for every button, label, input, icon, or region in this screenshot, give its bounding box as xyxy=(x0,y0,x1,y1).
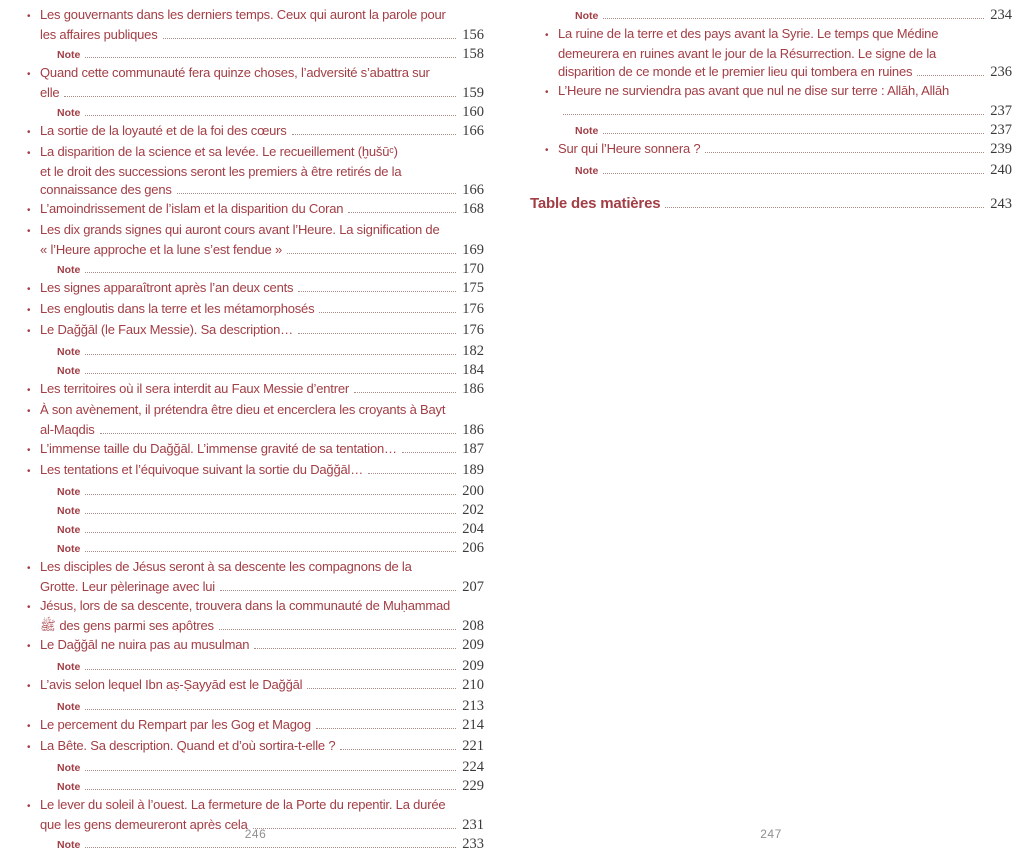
dotted-leader xyxy=(85,551,456,552)
note-label: Note xyxy=(57,543,81,555)
entry-text: Les engloutis dans la terre et les métamorphosés xyxy=(40,301,315,316)
entry-line xyxy=(27,321,484,341)
bullet-icon: • xyxy=(545,87,549,98)
bullet-icon: • xyxy=(27,801,31,812)
dotted-leader xyxy=(368,473,456,474)
note-label: Note xyxy=(57,505,81,517)
page-number: 189 xyxy=(462,462,484,478)
footer-page-number-right: 247 xyxy=(760,827,782,841)
dotted-leader xyxy=(85,709,456,710)
entry-line xyxy=(27,26,484,44)
left-page-column xyxy=(27,6,484,854)
toc-entry xyxy=(27,221,484,259)
note-row xyxy=(27,361,484,380)
page-number: 208 xyxy=(462,618,484,634)
entry-line xyxy=(545,63,1012,81)
note-label: Note xyxy=(57,365,81,377)
dotted-leader xyxy=(85,57,456,58)
entry-text: Le lever du soleil à l’ouest. La fermeture de la Porte du repentir. La durée xyxy=(40,797,446,812)
entry-line xyxy=(27,558,484,578)
page-number: 224 xyxy=(462,759,484,775)
note-row xyxy=(27,520,484,539)
page-number: 166 xyxy=(462,123,484,139)
toc-entry xyxy=(530,140,1012,160)
page-number: 175 xyxy=(462,280,484,296)
entry-line xyxy=(27,796,484,816)
dotted-leader xyxy=(100,433,456,434)
note-label: Note xyxy=(57,781,81,793)
page-number: 229 xyxy=(462,778,484,794)
entry-text: demeurera en ruines avant le jour de la Résurrection. Le signe de la xyxy=(558,46,937,61)
entry-text: Les gouvernants dans les derniers temps. Ceux qui auront la parole pour xyxy=(40,7,446,22)
entry-line xyxy=(27,676,484,696)
note-row xyxy=(27,103,484,122)
toc-entry xyxy=(27,636,484,656)
entry-text: que les gens demeureront après cela xyxy=(40,817,248,832)
bullet-icon: • xyxy=(27,148,31,159)
entry-text: et le droit des successions seront les premiers à être retirés de la xyxy=(40,164,402,179)
page-number: 176 xyxy=(462,301,484,317)
note-label: Note xyxy=(57,661,81,673)
dotted-leader xyxy=(917,75,984,76)
entry-line xyxy=(27,440,484,460)
page-number: 221 xyxy=(462,738,484,754)
entry-line xyxy=(27,300,484,320)
bullet-icon: • xyxy=(27,11,31,22)
entry-text: Grotte. Leur pèlerinage avec lui xyxy=(40,579,215,594)
note-row xyxy=(27,758,484,777)
page-number: 209 xyxy=(462,637,484,653)
entry-text: Les signes apparaîtront après l’an deux cents xyxy=(40,280,294,295)
entry-line xyxy=(27,401,484,421)
entry-text: La ruine de la terre et des pays avant la Syrie. Le temps que Médine xyxy=(558,26,939,41)
dotted-leader xyxy=(85,513,456,514)
page-number: 239 xyxy=(990,141,1012,157)
dotted-leader xyxy=(319,312,456,313)
entry-line xyxy=(545,82,1012,102)
dotted-leader xyxy=(220,590,456,591)
note-row xyxy=(27,539,484,558)
toc-entry xyxy=(27,143,484,199)
toc-entry xyxy=(27,300,484,320)
right-page-column xyxy=(530,6,1012,214)
entry-line xyxy=(27,6,484,26)
page-number: 214 xyxy=(462,717,484,733)
dotted-leader xyxy=(603,18,984,19)
entry-line xyxy=(27,737,484,757)
entry-text: La sortie de la loyauté et de la foi des cœurs xyxy=(40,123,287,138)
page-number: 210 xyxy=(462,677,484,693)
entry-text: La Bête. Sa description. Quand et d’où sortira-t-elle ? xyxy=(40,738,336,753)
page-number: 160 xyxy=(462,104,484,120)
note-label: Note xyxy=(57,486,81,498)
dotted-leader xyxy=(603,173,984,174)
toc-entry xyxy=(27,6,484,44)
dotted-leader xyxy=(307,688,456,689)
entry-line xyxy=(27,241,484,259)
entry-text: Les territoires où il sera interdit au Faux Messie d’entrer xyxy=(40,381,350,396)
entry-line xyxy=(27,578,484,596)
toc-entry xyxy=(530,82,1012,120)
entry-text: « l’Heure approche et la lune s’est fendue » xyxy=(40,242,282,257)
dotted-leader xyxy=(85,669,456,670)
note-row xyxy=(27,697,484,716)
entry-line xyxy=(27,421,484,439)
dotted-leader xyxy=(354,392,456,393)
note-label: Note xyxy=(57,839,81,851)
entry-line xyxy=(545,45,1012,63)
bullet-icon: • xyxy=(27,681,31,692)
page-number: 186 xyxy=(462,381,484,397)
dotted-leader xyxy=(340,749,456,750)
toc-entry xyxy=(27,279,484,299)
dotted-leader xyxy=(563,114,984,115)
dotted-leader xyxy=(298,291,456,292)
entry-text: L’Heure ne surviendra pas avant que nul ne dise sur terre : Allāh, Allāh xyxy=(558,83,950,98)
page-number: 182 xyxy=(462,343,484,359)
entry-line xyxy=(27,636,484,656)
dotted-leader xyxy=(64,96,456,97)
note-row xyxy=(27,501,484,520)
note-label: Note xyxy=(57,346,81,358)
page-number: 202 xyxy=(462,502,484,518)
entry-text: Les tentations et l’équivoque suivant la sortie du Dağğāl… xyxy=(40,462,363,477)
entry-text: connaissance des gens xyxy=(40,182,172,197)
toc-heading xyxy=(530,195,1012,213)
dotted-leader xyxy=(705,152,984,153)
entry-line xyxy=(27,200,484,220)
toc-entry xyxy=(27,597,484,635)
toc-entry xyxy=(27,440,484,460)
note-row xyxy=(530,161,1012,180)
entry-line xyxy=(27,461,484,481)
dotted-leader xyxy=(292,134,456,135)
note-label: Note xyxy=(57,264,81,276)
footer-page-number-left: 246 xyxy=(244,827,267,841)
bullet-icon: • xyxy=(27,406,31,417)
entry-line xyxy=(27,617,484,635)
entry-text: disparition de ce monde et le premier lieu qui tombera en ruines xyxy=(558,64,913,79)
bullet-icon: • xyxy=(545,145,549,156)
dotted-leader xyxy=(85,115,456,116)
dotted-leader xyxy=(287,253,456,254)
bullet-icon: • xyxy=(27,641,31,652)
toc-entry xyxy=(27,461,484,481)
page-number: 236 xyxy=(990,64,1012,80)
entry-line xyxy=(545,140,1012,160)
bullet-icon: • xyxy=(27,69,31,80)
page-number: 204 xyxy=(462,521,484,537)
page-number: 170 xyxy=(462,261,484,277)
entry-text: les affaires publiques xyxy=(40,27,158,42)
bullet-icon: • xyxy=(27,226,31,237)
page-number: 200 xyxy=(462,483,484,499)
page-number: 213 xyxy=(462,698,484,714)
toc-entry xyxy=(27,64,484,102)
toc-entry xyxy=(27,122,484,142)
page-number: 206 xyxy=(462,540,484,556)
page-number: 209 xyxy=(462,658,484,674)
note-label: Note xyxy=(575,125,599,137)
entry-text: Quand cette communauté fera quinze choses, l’adversité s’abattra sur xyxy=(40,65,430,80)
page-number: 243 xyxy=(990,196,1012,212)
note-row xyxy=(27,777,484,796)
page-number: 184 xyxy=(462,362,484,378)
note-label: Note xyxy=(57,524,81,536)
page-number: 168 xyxy=(462,201,484,217)
page-number: 207 xyxy=(462,579,484,595)
bullet-icon: • xyxy=(27,127,31,138)
dotted-leader xyxy=(177,193,456,194)
bullet-icon: • xyxy=(27,466,31,477)
bullet-icon: • xyxy=(27,563,31,574)
entry-text: À son avènement, il prétendra être dieu et encerclera les croyants à Bayt xyxy=(40,402,446,417)
toc-entry xyxy=(27,737,484,757)
page-number: 158 xyxy=(462,46,484,62)
dotted-leader xyxy=(402,452,456,453)
bullet-icon: • xyxy=(27,326,31,337)
bullet-icon: • xyxy=(27,205,31,216)
page-number: 187 xyxy=(462,441,484,457)
entry-text: ﷺ des gens parmi ses apôtres xyxy=(40,618,214,633)
dotted-leader xyxy=(85,494,456,495)
entry-line xyxy=(27,122,484,142)
note-label: Note xyxy=(57,107,81,119)
entry-text: L’amoindrissement de l’islam et la disparition du Coran xyxy=(40,201,344,216)
note-row xyxy=(530,121,1012,140)
note-row xyxy=(530,6,1012,25)
note-row xyxy=(27,657,484,676)
dotted-leader xyxy=(85,373,456,374)
page-number: 176 xyxy=(462,322,484,338)
entry-text: L’immense taille du Dağğāl. L’immense gravité de sa tentation… xyxy=(40,441,397,456)
entry-text: Les disciples de Jésus seront à sa descente les compagnons de la xyxy=(40,559,412,574)
bullet-icon: • xyxy=(27,284,31,295)
page-number: 234 xyxy=(990,7,1012,23)
page-number: 169 xyxy=(462,242,484,258)
toc-entry xyxy=(27,321,484,341)
note-row xyxy=(27,45,484,64)
page-number: 159 xyxy=(462,85,484,101)
page-number: 240 xyxy=(990,162,1012,178)
dotted-leader xyxy=(85,532,456,533)
dotted-leader xyxy=(348,212,456,213)
dotted-leader xyxy=(85,354,456,355)
dotted-leader xyxy=(85,770,456,771)
entry-line xyxy=(27,221,484,241)
note-label: Note xyxy=(575,165,599,177)
toc-entry xyxy=(27,401,484,439)
entry-text: Les dix grands signes qui auront cours avant l’Heure. La signification de xyxy=(40,222,440,237)
note-label: Note xyxy=(575,10,599,22)
page-number: 233 xyxy=(462,836,484,852)
entry-line xyxy=(27,163,484,181)
entry-text: Le percement du Rempart par les Gog et Magog xyxy=(40,717,311,732)
note-row xyxy=(27,342,484,361)
page-number: 231 xyxy=(462,817,484,833)
page-number: 166 xyxy=(462,182,484,198)
entry-text: al-Maqdis xyxy=(40,422,95,437)
page-number: 237 xyxy=(990,103,1012,119)
entry-text: L’avis selon lequel Ibn aṣ-Ṣayyād est le Dağğāl xyxy=(40,677,303,692)
dotted-leader xyxy=(316,728,456,729)
entry-line xyxy=(27,84,484,102)
dotted-leader xyxy=(603,133,984,134)
toc-entry xyxy=(27,676,484,696)
bullet-icon: • xyxy=(27,742,31,753)
entry-text: Jésus, lors de sa descente, trouvera dans la communauté de Muḥammad xyxy=(40,598,451,613)
entry-line xyxy=(545,102,1012,120)
entry-line xyxy=(545,25,1012,45)
page-number: 156 xyxy=(462,27,484,43)
dotted-leader xyxy=(85,847,456,848)
entry-line xyxy=(27,380,484,400)
note-label: Note xyxy=(57,762,81,774)
toc-entry xyxy=(530,25,1012,81)
bullet-icon: • xyxy=(27,305,31,316)
entry-text: elle xyxy=(40,85,60,100)
bullet-icon: • xyxy=(27,445,31,456)
bullet-icon: • xyxy=(27,385,31,396)
page-number: 186 xyxy=(462,422,484,438)
note-row xyxy=(27,260,484,279)
bullet-icon: • xyxy=(27,602,31,613)
note-label: Note xyxy=(57,49,81,61)
toc-entry xyxy=(27,380,484,400)
page-number: 237 xyxy=(990,122,1012,138)
note-row xyxy=(27,482,484,501)
entry-text: Sur qui l’Heure sonnera ? xyxy=(558,141,701,156)
entry-line xyxy=(27,181,484,199)
toc-entry xyxy=(27,716,484,736)
dotted-leader xyxy=(298,333,456,334)
entry-text: La disparition de la science et sa levée. Le recueillement (ḫušūᶜ) xyxy=(40,144,398,159)
entry-line xyxy=(27,143,484,163)
entry-text: Le Dağğāl ne nuira pas au musulman xyxy=(40,637,250,652)
toc-entry xyxy=(27,558,484,596)
entry-text: Le Dağğāl (le Faux Messie). Sa description… xyxy=(40,322,293,337)
note-label: Note xyxy=(57,701,81,713)
entry-line xyxy=(27,716,484,736)
entry-line xyxy=(530,195,1012,213)
dotted-leader xyxy=(254,648,456,649)
dotted-leader xyxy=(219,629,456,630)
dotted-leader xyxy=(163,38,457,39)
entry-text: Table des matières xyxy=(530,195,661,212)
dotted-leader xyxy=(85,789,456,790)
entry-line xyxy=(27,64,484,84)
dotted-leader xyxy=(665,207,984,208)
bullet-icon: • xyxy=(545,30,549,41)
entry-line xyxy=(27,279,484,299)
bullet-icon: • xyxy=(27,721,31,732)
entry-line xyxy=(27,597,484,617)
dotted-leader xyxy=(85,272,456,273)
toc-entry xyxy=(27,200,484,220)
